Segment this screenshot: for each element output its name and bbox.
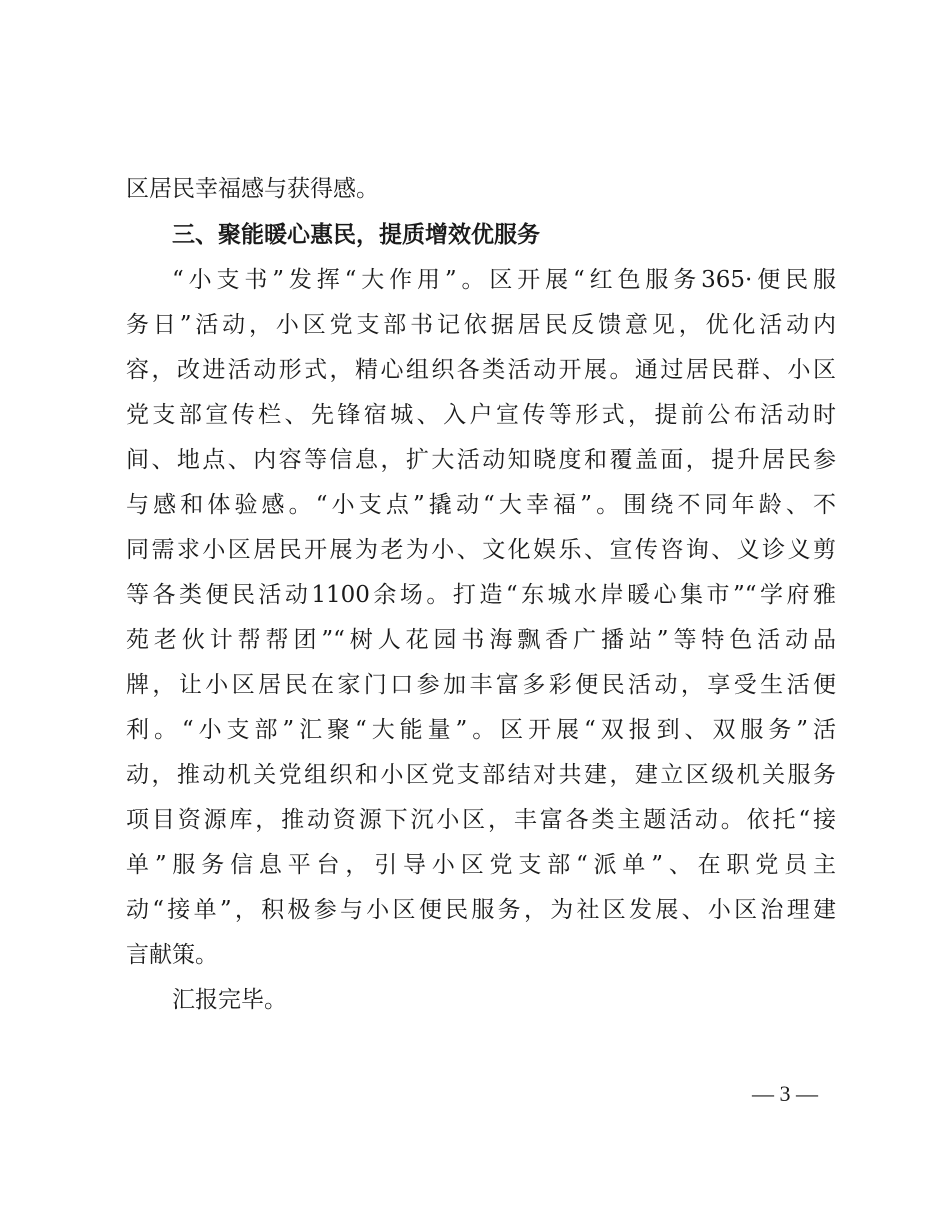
section-heading: 三、聚能暖心惠民，提质增效优服务 — [172, 222, 540, 248]
paragraph-line: 牌，让小区居民在家门口参加丰富多彩便民活动，享受生活便 — [126, 672, 836, 698]
paragraph-line: 言献策。 — [126, 942, 218, 968]
paragraph-line: 容，改进活动形式，精心组织各类活动开展。通过居民群、小区 — [126, 357, 836, 383]
paragraph-line: 项目资源库，推动资源下沉小区，丰富各类主题活动。依托“接 — [126, 807, 836, 833]
paragraph-line: 与感和体验感。“小支点”撬动“大幸福”。围绕不同年龄、不 — [126, 492, 836, 518]
paragraph-line: 利。“小支部”汇聚“大能量”。区开展“双报到、双服务”活 — [126, 717, 836, 743]
paragraph-line: 务日”活动，小区党支部书记依据居民反馈意见，优化活动内 — [126, 312, 836, 338]
paragraph-line: 苑老伙计帮帮团”“树人花园书海飘香广播站”等特色活动品 — [126, 627, 836, 653]
paragraph-line: 间、地点、内容等信息，扩大活动知晓度和覆盖面，提升居民参 — [126, 447, 836, 473]
paragraph-line: 等各类便民活动1100余场。打造“东城水岸暖心集市”“学府雅 — [126, 582, 836, 608]
carry-over-line: 区居民幸福感与获得感。 — [126, 176, 379, 202]
paragraph-line: 单”服务信息平台，引导小区党支部“派单”、在职党员主 — [126, 852, 836, 878]
paragraph-line: 党支部宣传栏、先锋宿城、入户宣传等形式，提前公布活动时 — [126, 402, 836, 428]
paragraph-line: 动，推动机关党组织和小区党支部结对共建，建立区级机关服务 — [126, 762, 836, 788]
paragraph-line: 动“接单”，积极参与小区便民服务，为社区发展、小区治理建 — [126, 897, 836, 923]
closing-line: 汇报完毕。 — [172, 987, 287, 1013]
paragraph-line: 同需求小区居民开展为老为小、文化娱乐、宣传咨询、义诊义剪 — [126, 537, 836, 563]
paragraph-line: “小支书”发挥“大作用”。区开展“红色服务365·便民服 — [172, 267, 836, 293]
page-number: — 3 — — [752, 1081, 818, 1106]
